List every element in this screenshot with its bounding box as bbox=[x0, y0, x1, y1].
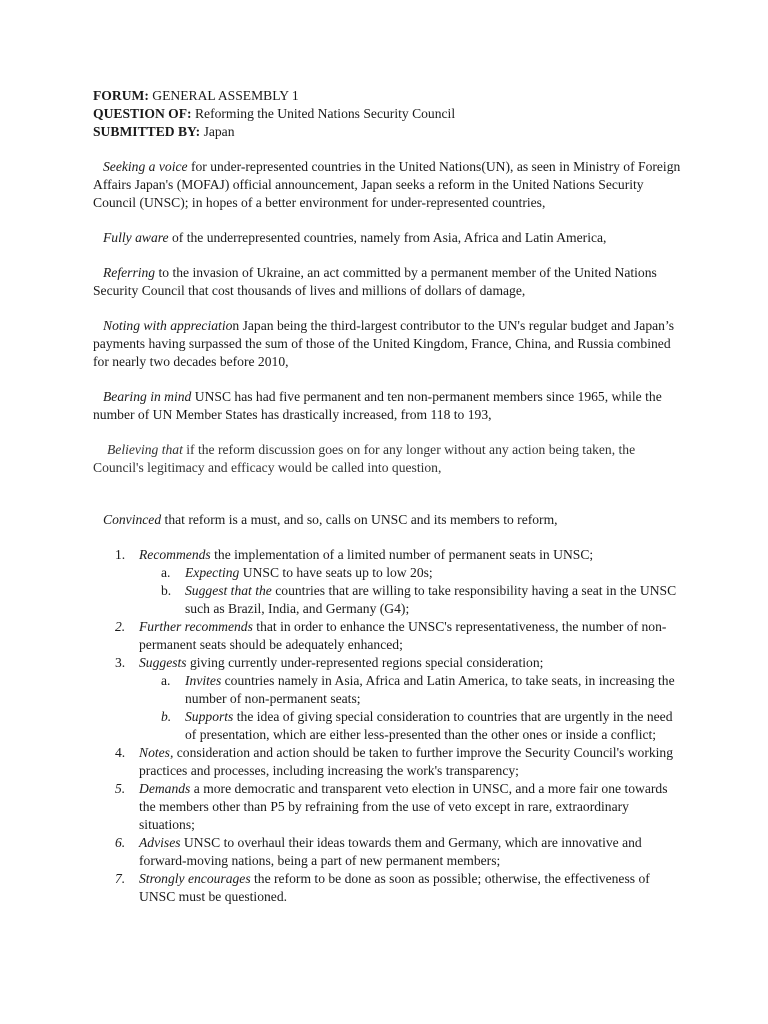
operative-clause-2 bbox=[93, 618, 683, 654]
operative-phrase: Recommends bbox=[139, 547, 211, 562]
convinced-phrase: Convinced bbox=[103, 512, 162, 527]
question-value: Reforming the United Nations Security Council bbox=[194, 106, 456, 121]
sub-clause-letter: b. bbox=[161, 583, 172, 598]
sub-clause-phrase: Expecting bbox=[185, 565, 240, 580]
convinced-text: that reform is a must, and so, calls on UNSC and its members to reform, bbox=[161, 512, 558, 527]
operative-clause-4 bbox=[93, 744, 683, 780]
sub-clause-text: UNSC to have seats up to low 20s; bbox=[239, 565, 433, 580]
sub-clause-letter: b. bbox=[161, 709, 172, 724]
forum-line bbox=[93, 87, 683, 105]
operative-text: that in order to enhance the UNSC's representativeness, the number of non-permanent seats should be adequately enhanced; bbox=[139, 619, 667, 652]
submitted-value: Japan bbox=[203, 124, 235, 139]
clause-number: 5. bbox=[115, 781, 126, 796]
sub-clause-phrase: Supports bbox=[185, 709, 234, 724]
sub-clause-1a bbox=[139, 564, 683, 582]
sub-clause-3a bbox=[139, 672, 683, 708]
operative-text: the reform to be done as soon as possible; otherwise, the effectiveness of UNSC must be questioned. bbox=[139, 871, 650, 904]
operative-clause-6 bbox=[93, 834, 683, 870]
preamble-text: to the invasion of Ukraine, an act committed by a permanent member of the United Nations Security Council that cost thousands of lives and millions of dollars of damage, bbox=[93, 265, 657, 298]
sub-clause-letter: a. bbox=[161, 673, 171, 688]
sub-clause-1b bbox=[139, 582, 683, 618]
sub-clause-letter: a. bbox=[161, 565, 171, 580]
preamble-clause-6 bbox=[93, 441, 683, 477]
convinced-clause bbox=[93, 511, 683, 529]
preamble-text: if the reform discussion goes on for any longer without any action being taken, the Council's legitimacy and efficacy would be called into question, bbox=[93, 442, 636, 475]
preamble-text: n Japan being the third-largest contributor to the UN's regular budget and Japan’s payments having surpassed the sum of those of the United Kingdom, France, China, and Russia combined for nearly two decades before 2010, bbox=[93, 318, 675, 369]
preamble-phrase: Seeking a voice bbox=[103, 159, 188, 174]
preamble-phrase: Believing that bbox=[107, 442, 183, 457]
sub-clause-text: the idea of giving special consideration to countries that are urgently in the need of presentation, which are either less-presented than the other ones or inside a conflict; bbox=[185, 709, 673, 742]
clause-number: 2. bbox=[115, 619, 126, 634]
sub-clauses bbox=[139, 564, 683, 618]
clause-number: 4. bbox=[115, 745, 126, 760]
forum-label: FORUM: bbox=[93, 88, 149, 103]
forum-value: GENERAL ASSEMBLY 1 bbox=[152, 88, 299, 103]
preamble-phrase: Referring bbox=[103, 265, 156, 280]
preamble-text: of the underrepresented countries, namely from Asia, Africa and Latin America, bbox=[168, 230, 607, 245]
operative-phrase: Strongly encourages bbox=[139, 871, 251, 886]
submitted-line bbox=[93, 123, 683, 141]
operative-phrase: Suggests bbox=[139, 655, 187, 670]
operative-phrase: Notes, bbox=[139, 745, 174, 760]
operative-text: consideration and action should be taken to further improve the Security Council's working practices and processes, including increasing the work's transparency; bbox=[139, 745, 674, 778]
preamble-clause-2 bbox=[93, 229, 683, 247]
operative-phrase: Advises bbox=[139, 835, 181, 850]
sub-clause-phrase: Invites bbox=[185, 673, 222, 688]
sub-clause-text: countries namely in Asia, Africa and Latin America, to take seats, in increasing the number of non-permanent seats; bbox=[185, 673, 675, 706]
preamble-clause-1 bbox=[93, 158, 683, 212]
operative-clause-5 bbox=[93, 780, 683, 834]
clause-number: 7. bbox=[115, 871, 126, 886]
preamble-phrase: Bearing in mind bbox=[103, 389, 192, 404]
clause-number: 6. bbox=[115, 835, 126, 850]
operative-clause-7 bbox=[93, 870, 683, 906]
preamble-clause-4 bbox=[93, 317, 683, 371]
question-line bbox=[93, 105, 683, 123]
sub-clause-phrase: Suggest that the bbox=[185, 583, 272, 598]
preamble-clause-5 bbox=[93, 388, 683, 424]
question-label: QUESTION OF: bbox=[93, 106, 192, 121]
sub-clauses bbox=[139, 672, 683, 744]
operative-clauses bbox=[93, 546, 683, 906]
clause-number: 3. bbox=[115, 655, 126, 670]
preamble-text: for under-represented countries in the United Nations(UN), as seen in Ministry of Foreign Affairs Japan's (MOFAJ) official announcement, Japan seeks a reform in the United Nations Security Council (UNSC); in hopes of a better environment for under-represented countries, bbox=[93, 159, 681, 210]
preamble-phrase: Noting with appreciatio bbox=[103, 318, 233, 333]
preamble-clause-3 bbox=[93, 264, 683, 300]
operative-text: giving currently under-represented regions special consideration; bbox=[186, 655, 544, 670]
preamble-phrase: Fully aware bbox=[103, 230, 169, 245]
submitted-label: SUBMITTED BY: bbox=[93, 124, 201, 139]
operative-text: UNSC to overhaul their ideas towards them and Germany, which are innovative and forward-moving nations, being a part of new permanent members; bbox=[139, 835, 642, 868]
sub-clause-3b bbox=[139, 708, 683, 744]
operative-clause-1 bbox=[93, 546, 683, 618]
resolution-document bbox=[93, 87, 683, 906]
operative-phrase: Further recommends bbox=[139, 619, 253, 634]
operative-clause-3 bbox=[93, 654, 683, 744]
sub-clause-text: countries that are willing to take responsibility having a seat in the UNSC such as Brazil, India, and Germany (G4); bbox=[185, 583, 677, 616]
operative-text: the implementation of a limited number of permanent seats in UNSC; bbox=[210, 547, 594, 562]
operative-text: a more democratic and transparent veto election in UNSC, and a more fair one towards the members other than P5 by refraining from the use of veto except in rare, extraordinary situations; bbox=[139, 781, 668, 832]
operative-phrase: Demands bbox=[139, 781, 191, 796]
clause-number: 1. bbox=[115, 547, 126, 562]
preamble-text: UNSC has had five permanent and ten non-permanent members since 1965, while the number of UN Member States has drastically increased, from 118 to 193, bbox=[93, 389, 662, 422]
